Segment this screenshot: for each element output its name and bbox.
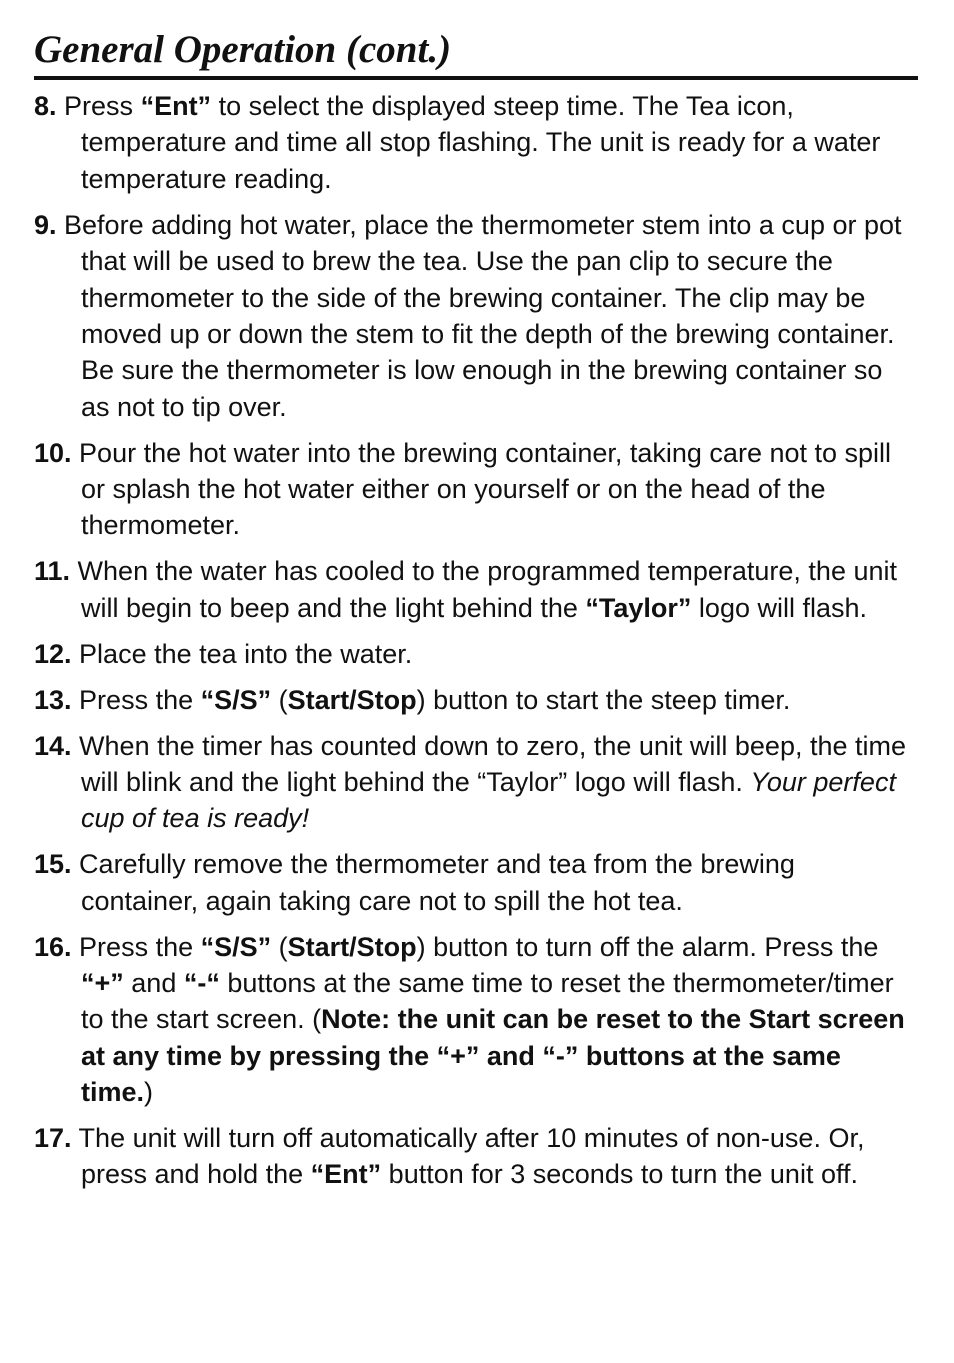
- step-number: 9.: [34, 209, 57, 240]
- steps-list: [34, 88, 918, 1202]
- text-segment: Before adding hot water, place the thermometer stem into a cup or pot that will be used to brew the tea. Use the pan clip to secure the thermometer to the side of the brewing container. The clip may be moved up or down the stem to fit the depth of the brewing container. Be sure the thermometer is low enough in the brewing container so as not to tip over.: [56, 209, 902, 422]
- text-segment: Carefully remove the thermometer and tea from the brewing container, again taking care not to spill the hot tea.: [71, 849, 795, 916]
- text-segment: logo will flash.: [691, 592, 868, 623]
- text-segment: Press the: [71, 931, 201, 962]
- step-number: 17.: [34, 1123, 72, 1154]
- text-segment: (: [271, 684, 288, 715]
- step-item: [34, 929, 918, 1111]
- text-segment: to select the displayed steep time. The Tea icon, temperature and time all stop flashing. The unit is ready for a water temperature reading.: [81, 91, 881, 194]
- text-segment: button for 3 seconds to turn the unit off.: [381, 1159, 858, 1190]
- step-number: 14.: [34, 730, 72, 761]
- step-text: [72, 849, 795, 915]
- step-item: [34, 88, 918, 197]
- emphasis-bold: Start/Stop: [287, 931, 417, 962]
- step-number: 15.: [34, 849, 72, 880]
- page-title: General Operation (cont.): [34, 28, 452, 71]
- emphasis-bold: Start/Stop: [287, 684, 417, 715]
- step-text: [72, 1123, 865, 1189]
- text-segment: ): [144, 1077, 154, 1108]
- text-segment: The unit will turn off automatically after 10 minutes of non-use. Or, press and hold the: [71, 1123, 865, 1190]
- step-item: [34, 435, 918, 544]
- step-item: [34, 636, 918, 672]
- step-text: [72, 685, 791, 715]
- step-item: [34, 1120, 918, 1193]
- step-text: [72, 639, 413, 669]
- step-text: [57, 210, 902, 422]
- emphasis-bold: “-“: [183, 967, 220, 998]
- emphasis-bold: “S/S”: [200, 684, 272, 715]
- text-segment: and: [123, 967, 184, 998]
- emphasis-bold: “S/S”: [200, 931, 272, 962]
- step-text: [72, 731, 906, 834]
- step-text: [72, 438, 891, 541]
- text-segment: (: [271, 931, 288, 962]
- text-segment: buttons at the same time to reset the thermometer/timer to the start screen. (: [81, 967, 894, 1035]
- text-segment: Pour the hot water into the brewing container, taking care not to spill or splash the hot water either on yourself or on the head of the thermometer.: [71, 437, 892, 541]
- text-segment: When the water has cooled to the programmed temperature, the unit will begin to beep and the light behind the: [70, 556, 898, 623]
- step-number: 8.: [34, 91, 57, 121]
- text-segment: Press the: [71, 684, 201, 715]
- title-rule: [34, 76, 918, 80]
- emphasis-bold: “Taylor”: [585, 592, 692, 623]
- step-text: [70, 556, 897, 622]
- step-number: 10.: [34, 437, 72, 468]
- step-text: [72, 932, 905, 1108]
- step-item: [34, 728, 918, 837]
- step-item: [34, 682, 918, 718]
- step-number: 12.: [34, 638, 72, 669]
- step-item: [34, 846, 918, 919]
- step-text: [57, 91, 881, 194]
- step-item: [34, 553, 918, 626]
- text-segment: ) button to start the steep timer.: [416, 684, 791, 715]
- step-item: [34, 207, 918, 425]
- step-number: 11.: [34, 556, 71, 587]
- text-segment: Place the tea into the water.: [71, 638, 413, 669]
- step-number: 13.: [34, 684, 72, 715]
- emphasis-bold: “Ent”: [310, 1159, 382, 1190]
- step-number: 16.: [34, 931, 72, 962]
- emphasis-bold: Note: the unit can be reset to the Start screen at any time by pressing the “+” and “-” buttons at the same time.: [81, 1004, 905, 1108]
- text-segment: ) button to turn off the alarm. Press the: [416, 931, 879, 962]
- emphasis-italic: Your perfect cup of tea is ready!: [81, 766, 896, 834]
- emphasis-bold: “Ent”: [140, 91, 212, 121]
- text-segment: Press: [56, 91, 141, 121]
- emphasis-bold: “+”: [81, 967, 124, 998]
- text-segment: When the timer has counted down to zero, the unit will beep, the time will blink and the light behind the “Taylor” logo will flash.: [71, 730, 907, 797]
